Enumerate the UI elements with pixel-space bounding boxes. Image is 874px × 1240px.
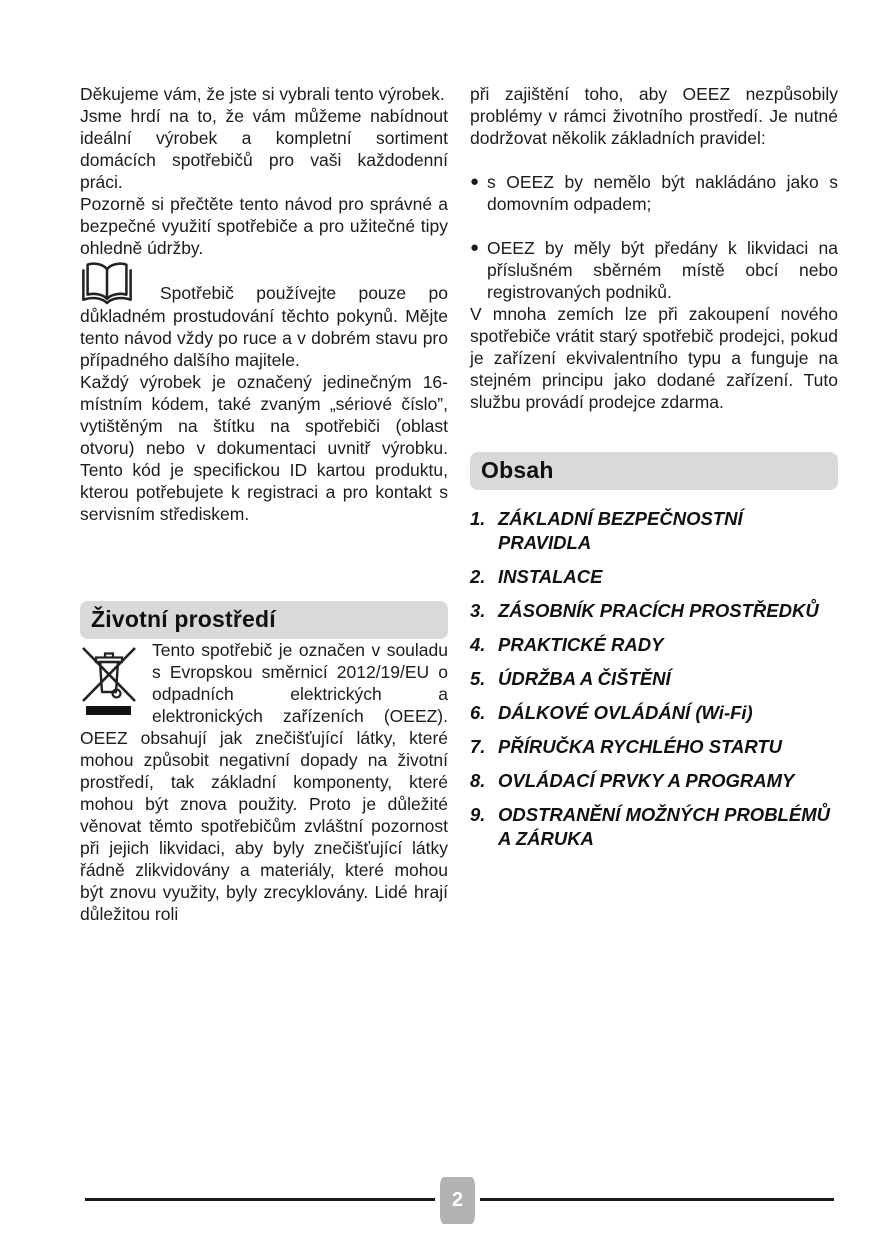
toc-item-number: 3. — [470, 600, 486, 621]
weee-paragraph — [80, 639, 448, 925]
list-item — [470, 237, 838, 303]
toc-item-number: 2. — [470, 566, 486, 587]
intro-line-1: Děkujeme vám, že jste si vybrali tento výrobek. — [80, 84, 445, 104]
toc-item-5 — [470, 667, 838, 691]
toc-item-number: 5. — [470, 668, 486, 689]
weee-intro-text: Tento spotřebič je označen v souladu s Evropskou směrnicí 2012/19/EU o odpadních elektrických a elektronických zařízeních (OEEZ). — [152, 640, 448, 726]
toc-item-number: 6. — [470, 702, 486, 723]
toc-item-number: 7. — [470, 736, 486, 757]
rule-text: s OEEZ by nemělo být nakládáno jako s domovním odpadem; — [487, 172, 838, 214]
weee-body-text: OEEZ obsahují jak znečišťující látky, které mohou způsobit negativní dopady na životní prostředí, tak základní komponenty, které mohou být znova použity. Proto je důležité věnovat těmto spotřebičům zvláštní pozornost při jejich likvidaci, aby byly znečišťující látky řádně zlikvidovány a materiály, které mohou být znovu využity, byly zrecyklovány. Lidé hrají důležitou roli — [80, 728, 448, 924]
toc-item-label: ZÁSOBNÍK PRACÍCH PROSTŘEDKŮ — [498, 600, 819, 621]
toc-item-7 — [470, 735, 838, 759]
toc-item-label: PRAKTICKÉ RADY — [498, 634, 664, 655]
page-number: 2 — [451, 1189, 464, 1211]
toc-item-label: DÁLKOVÉ OVLÁDÁNÍ (Wi-Fi) — [498, 702, 753, 723]
environment-section-header: Životní prostředí — [80, 601, 448, 639]
page-number-badge — [435, 1177, 480, 1224]
toc-item-8 — [470, 769, 838, 793]
open-book-icon — [80, 259, 134, 305]
bullet-icon: ● — [470, 239, 480, 256]
toc-item-6 — [470, 701, 838, 725]
toc-item-label: ÚDRŽBA A ČIŠTĚNÍ — [498, 668, 671, 689]
toc-item-1 — [470, 507, 838, 555]
weee-continued-paragraph: při zajištění toho, aby OEEZ nezpůsobily problémy v rámci životního prostředí. Je nutné dodržovat několik základních pravidel: — [470, 84, 838, 148]
bullet-icon: ● — [470, 173, 480, 190]
toc-item-number: 1. — [470, 508, 486, 529]
toc-item-number: 9. — [470, 804, 486, 825]
right-column — [470, 83, 838, 851]
toc-item-label: ZÁKLADNÍ BEZPEČNOSTNÍ PRAVIDLA — [498, 508, 743, 553]
manual-note-paragraph — [80, 259, 448, 371]
toc-item-2 — [470, 565, 838, 589]
toc-item-label: OVLÁDACÍ PRVKY A PROGRAMY — [498, 770, 795, 791]
takeback-paragraph: V mnoha zemích lze při zakoupení nového spotřebiče vrátit starý spotřebič prodejci, pokud je zařízení ekvivalentního typu a funguje na stejném principu jako dodané zařízení. Tuto službu provádí prodejce zdarma. — [470, 304, 838, 412]
weee-crossed-bin-icon — [80, 643, 138, 717]
table-of-contents — [470, 507, 838, 851]
rule-text: OEEZ by měly být předány k likvidaci na příslušném sběrném místě obcí nebo registrovaných podniků. — [487, 238, 838, 302]
toc-item-9 — [470, 803, 838, 851]
toc-item-4 — [470, 633, 838, 657]
serial-note-paragraph: Každý výrobek je označený jedinečným 16-místním kódem, také zvaným „sériové číslo”, vytištěným na štítku na spotřebiči (oblast otvoru) nebo v dokumentaci uvnitř výrobku. Tento kód je specifickou ID kartou produktu, kterou potřebujete k registraci a pro kontakt s servisním střediskem. — [80, 372, 448, 524]
toc-item-label: ODSTRANĚNÍ MOŽNÝCH PROBLÉMŮ A ZÁRUKA — [498, 804, 830, 849]
weee-rules-list — [470, 171, 838, 303]
list-item — [470, 171, 838, 215]
toc-section-header: Obsah — [470, 452, 838, 490]
intro-paragraph — [80, 83, 448, 193]
manual-note-text: Spotřebič používejte pouze po důkladném prostudování těchto pokynů. Mějte tento návod vždy po ruce a v dobrém stavu pro případného dalšího majitele. — [80, 283, 448, 370]
read-notice-paragraph: Pozorně si přečtěte tento návod pro správné a bezpečné využití spotřebiče a pro užitečné tipy ohledně údržby. — [80, 194, 448, 258]
toc-item-number: 8. — [470, 770, 486, 791]
toc-item-label: PŘÍRUČKA RYCHLÉHO STARTU — [498, 736, 783, 757]
left-column — [80, 83, 448, 925]
toc-item-number: 4. — [470, 634, 486, 655]
toc-item-3 — [470, 599, 838, 623]
toc-item-label: INSTALACE — [498, 566, 603, 587]
intro-line-2: Jsme hrdí na to, že vám můžeme nabídnout ideální výrobek a kompletní sortiment domácích spotřebičů pro vaši každodenní práci. — [80, 106, 448, 192]
